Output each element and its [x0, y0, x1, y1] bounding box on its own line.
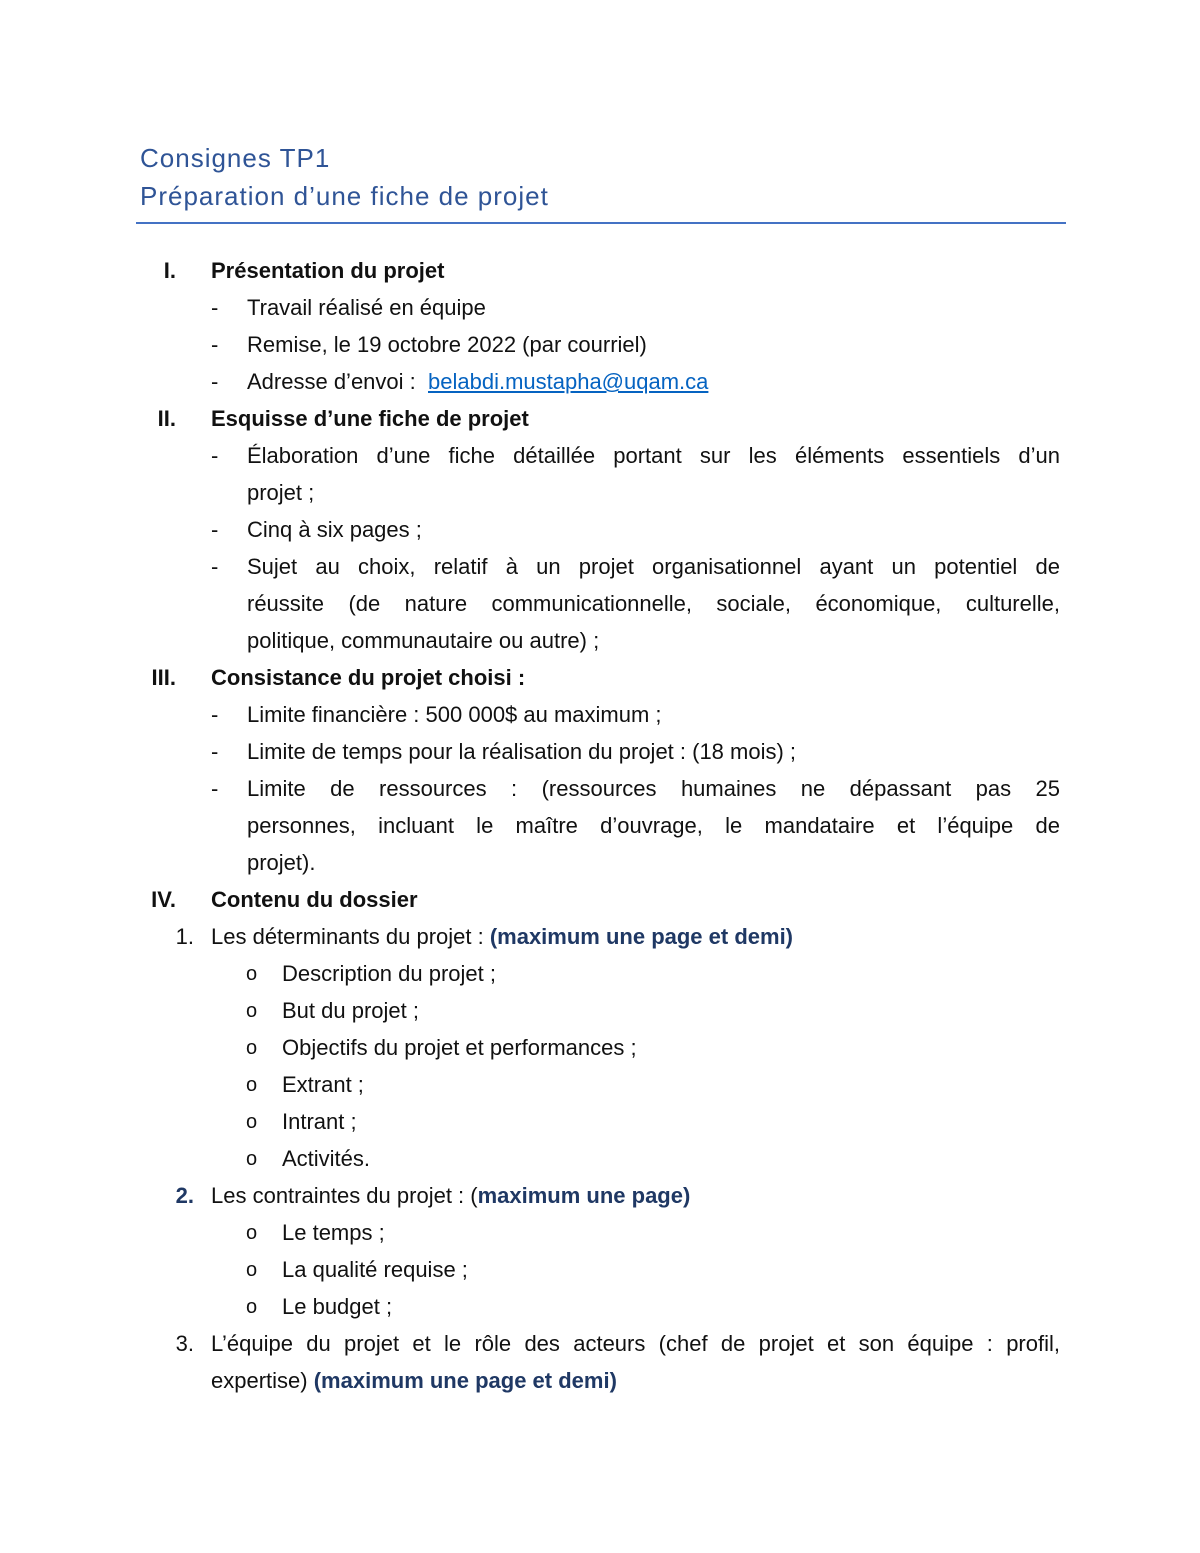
- title-underline: [136, 222, 1066, 224]
- section-3-item-1: Limite financière : 500 000$ au maximum ;: [247, 702, 662, 727]
- section-1-number: I.: [163, 258, 176, 283]
- subsection-1-bullet-6: Activités.: [282, 1146, 371, 1171]
- subsection-2-bullet-1: Le temps ;: [282, 1220, 385, 1245]
- subsection-1-title: [211, 926, 793, 948]
- subsection-1-bullet-4: Extrant ;: [282, 1072, 364, 1097]
- subsection-2-title: [211, 1185, 690, 1207]
- subsection-2-bullet-3: Le budget ;: [282, 1294, 393, 1319]
- section-2-item-3-line-1: Sujet au choix, relatif à un projet organisationnel ayant un potentiel de: [247, 554, 1060, 579]
- subsection-1-note: (maximum une page et demi): [489, 924, 794, 949]
- section-3-item-3-line-2: personnes, incluant le maître d’ouvrage, le mandataire et l’équipe de: [247, 813, 1060, 838]
- subsection-1-bullet-1: Description du projet ;: [282, 961, 496, 986]
- section-2-heading: Esquisse d’une fiche de projet: [211, 406, 529, 431]
- section-2-item-2: Cinq à six pages ;: [247, 517, 422, 542]
- circle-bullet: o: [246, 1074, 258, 1096]
- subsection-3-number: 3.: [175, 1331, 194, 1356]
- circle-bullet: o: [246, 1148, 258, 1170]
- dash-bullet: -: [211, 443, 219, 468]
- section-3-item-2: Limite de temps pour la réalisation du projet : (18 mois) ;: [247, 739, 797, 764]
- subsection-3-line-1: L’équipe du projet et le rôle des acteurs (chef de projet et son équipe : profil,: [211, 1331, 1060, 1356]
- subsection-1-text: Les déterminants du projet :: [211, 924, 490, 949]
- section-3-heading: Consistance du projet choisi :: [211, 665, 526, 690]
- section-1-item-1: Travail réalisé en équipe: [247, 295, 486, 320]
- dash-bullet: -: [211, 295, 219, 320]
- subsection-3-note: (maximum une page et demi): [313, 1368, 617, 1393]
- section-2-item-3-line-3: politique, communautaire ou autre) ;: [247, 628, 600, 653]
- subsection-1-bullet-5: Intrant ;: [282, 1109, 357, 1134]
- section-3-item-3-line-3: projet).: [247, 850, 316, 875]
- circle-bullet: o: [246, 1259, 258, 1281]
- subsection-1-bullet-2: But du projet ;: [282, 998, 419, 1023]
- dash-bullet: -: [211, 554, 219, 579]
- circle-bullet: o: [246, 1037, 258, 1059]
- section-4-heading: Contenu du dossier: [211, 887, 418, 912]
- dash-bullet: -: [211, 369, 219, 394]
- email-link[interactable]: belabdi.mustapha@uqam.ca: [428, 369, 709, 394]
- subsection-2-number: 2.: [175, 1183, 194, 1208]
- circle-bullet: o: [246, 1000, 258, 1022]
- dash-bullet: -: [211, 332, 219, 357]
- section-4-number: IV.: [151, 887, 176, 912]
- subsection-3-line-2: [211, 1370, 617, 1392]
- dash-bullet: -: [211, 702, 219, 727]
- section-2-item-1-line-1: Élaboration d’une fiche détaillée portant sur les éléments essentiels d’un: [247, 443, 1060, 468]
- section-1-item-3: [247, 371, 708, 393]
- section-2-item-3-line-2: réussite (de nature communicationnelle, sociale, économique, culturelle,: [247, 591, 1060, 616]
- section-2-number: II.: [157, 406, 176, 431]
- subsection-2-text: Les contraintes du projet : (: [211, 1183, 478, 1208]
- circle-bullet: o: [246, 963, 258, 985]
- dash-bullet: -: [211, 517, 219, 542]
- section-3-item-3-line-1: Limite de ressources : (ressources humaines ne dépassant pas 25: [247, 776, 1060, 801]
- subsection-1-number: 1.: [175, 924, 194, 949]
- document-title-line2: Préparation d’une fiche de projet: [140, 181, 549, 211]
- circle-bullet: o: [246, 1296, 258, 1318]
- document-title-line1: Consignes TP1: [140, 143, 331, 173]
- section-1-item-2: Remise, le 19 octobre 2022 (par courriel): [247, 332, 647, 357]
- dash-bullet: -: [211, 739, 219, 764]
- subsection-3-text: expertise): [211, 1368, 314, 1393]
- circle-bullet: o: [246, 1111, 258, 1133]
- subsection-2-bullet-2: La qualité requise ;: [282, 1257, 468, 1282]
- address-label: Adresse d’envoi :: [247, 369, 416, 394]
- section-3-number: III.: [151, 665, 176, 690]
- circle-bullet: o: [246, 1222, 258, 1244]
- subsection-2-note: maximum une page): [477, 1183, 691, 1208]
- dash-bullet: -: [211, 776, 219, 801]
- subsection-1-bullet-3: Objectifs du projet et performances ;: [282, 1035, 637, 1060]
- section-2-item-1-line-2: projet ;: [247, 480, 315, 505]
- section-1-heading: Présentation du projet: [211, 258, 445, 283]
